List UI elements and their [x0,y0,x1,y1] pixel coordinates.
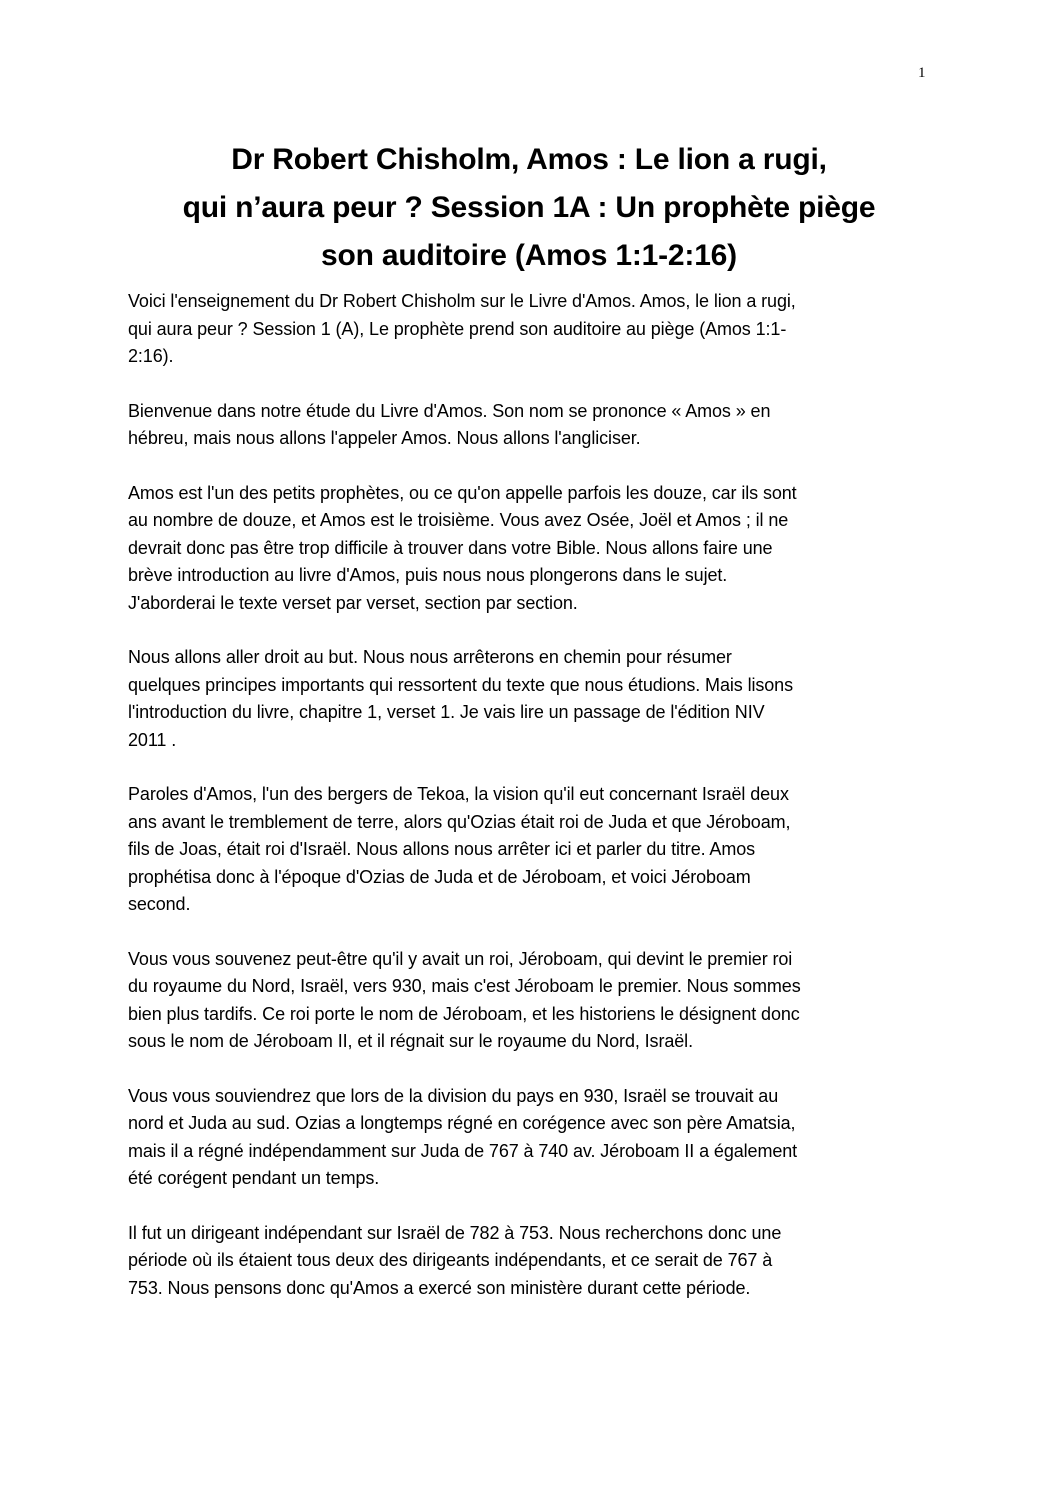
text-line: période où ils étaient tous deux des dirigeants indépendants, et ce serait de 767 à [128,1250,773,1270]
text-line: qui aura peur ? Session 1 (A), Le prophète prend son auditoire au piège (Amos 1:1- [128,318,787,339]
text-line: 2:16). [128,346,174,366]
text-line: quelques principes importants qui ressortent du texte que nous étudions. Mais lisons [128,674,793,695]
paragraph-dating [128,1220,938,1303]
document-title [100,136,958,280]
text-line: mais il a régné indépendamment sur Juda de 767 à 740 av. Jéroboam II a également [128,1140,798,1161]
text-line: du royaume du Nord, Israël, vers 930, mais c'est Jéroboam le premier. Nous sommes [128,976,801,996]
text-line: Bienvenue dans notre étude du Livre d'Amos. Son nom se prononce « Amos » en [128,400,771,421]
text-line: fils de Joas, était roi d'Israël. Nous allons nous arrêter ici et parler du titre. Amos [128,839,756,859]
text-line: brève introduction au livre d'Amos, puis nous nous plongerons dans le sujet. [128,565,728,585]
text-line: ans avant le tremblement de terre, alors qu'Ozias était roi de Juda et que Jéroboam, [128,811,791,832]
paragraph-reading [128,644,938,754]
text-line: 753. Nous pensons donc qu'Amos a exercé son ministère durant cette période. [128,1277,751,1298]
paragraph-welcome [128,398,938,453]
paragraph-minor-prophets [128,480,938,618]
text-line: sous le nom de Jéroboam II, et il régnait sur le royaume du Nord, Israël. [128,1031,693,1051]
text-line: second. [128,894,191,914]
text-line: nord et Juda au sud. Ozias a longtemps régné en corégence avec son père Amatsia, [128,1113,796,1133]
text-line: bien plus tardifs. Ce roi porte le nom de Jéroboam, et les historiens le désignent donc [128,1003,800,1024]
text-line: Vous vous souvenez peut-être qu'il y avait un roi, Jéroboam, qui devint le premier roi [128,948,793,969]
page-number: 1 [918,65,926,81]
text-line: Paroles d'Amos, l'un des bergers de Tekoa, la vision qu'il eut concernant Israël deux [128,784,789,804]
paragraph-division [128,1083,938,1193]
text-line: devrait donc pas être trop difficile à trouver dans votre Bible. Nous allons faire une [128,537,773,558]
text-line: Il fut un dirigeant indépendant sur Israël de 782 à 753. Nous recherchons donc une [128,1222,782,1243]
document-body [128,288,938,1329]
title-line: Dr Robert Chisholm, Amos : Le lion a rugi, [231,143,827,176]
text-line: Vous vous souviendrez que lors de la division du pays en 930, Israël se trouvait au [128,1085,779,1106]
title-line: qui n’aura peur ? Session 1A : Un prophète piège [182,191,876,224]
text-line: Amos est l'un des petits prophètes, ou ce qu'on appelle parfois les douze, car ils sont [128,482,797,503]
paragraph-intro [128,288,938,371]
text-line: 2011 . [128,729,177,750]
title-line: son auditoire (Amos 1:1-2:16) [321,239,737,272]
text-line: au nombre de douze, et Amos est le troisième. Vous avez Osée, Joël et Amos ; il ne [128,510,789,530]
text-line: Nous allons aller droit au but. Nous nous arrêterons en chemin pour résumer [128,647,732,667]
text-line: hébreu, mais nous allons l'appeler Amos. Nous allons l'angliciser. [128,428,641,448]
text-line: J'aborderai le texte verset par verset, section par section. [128,592,578,613]
text-line: prophétisa donc à l'époque d'Ozias de Juda et de Jéroboam, et voici Jéroboam [128,866,751,887]
text-line: l'introduction du livre, chapitre 1, verset 1. Je vais lire un passage de l'édition NIV [128,702,765,722]
paragraph-jeroboam [128,946,938,1056]
text-line: été corégent pendant un temps. [128,1168,380,1188]
text-line: Voici l'enseignement du Dr Robert Chisholm sur le Livre d'Amos. Amos, le lion a rugi, [128,291,796,311]
paragraph-words-of-amos [128,781,938,919]
